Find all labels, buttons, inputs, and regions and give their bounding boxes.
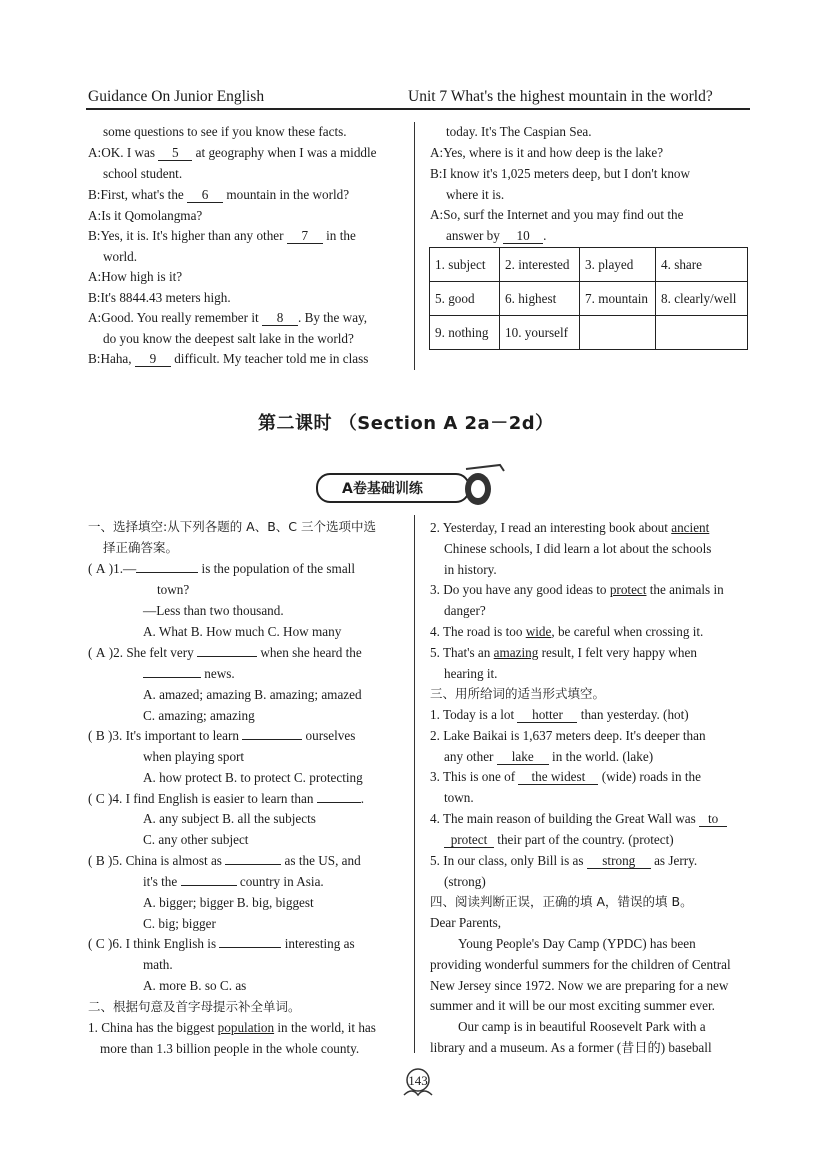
passage-line: Our camp is in beautiful Roosevelt Park with a <box>458 1019 706 1034</box>
page-number: 143 <box>408 1073 428 1088</box>
dialogue-line: where it is. <box>446 187 505 202</box>
blank-5: 5 <box>158 146 192 161</box>
dialogue-line: school student. <box>103 166 183 181</box>
section-heading: 四、阅读判断正误，正确的填 A，错误的填 B。 <box>430 894 693 909</box>
answer-word: protect <box>444 833 494 848</box>
dialogue-line: some questions to see if you know these facts. <box>103 124 347 139</box>
section-badge <box>316 473 470 503</box>
blank <box>219 947 281 948</box>
options-line: C. amazing; amazing <box>143 708 255 723</box>
passage-line: library and a museum. As a former (昔日的) baseball <box>430 1040 712 1055</box>
blank-9: 9 <box>135 352 171 367</box>
form-item-1: 1. Today is a lot hotter than yesterday. (hot) <box>430 707 689 722</box>
form-item-line: (strong) <box>444 874 486 889</box>
answer-word: to <box>699 812 727 827</box>
blank <box>136 572 198 573</box>
section-heading: 二、根据句意及首字母提示补全单词。 <box>88 999 301 1014</box>
header-rule <box>86 108 750 110</box>
table-cell: 2. interested <box>500 248 580 282</box>
header-right: Unit 7 What's the highest mountain in the world? <box>408 88 713 105</box>
dialogue-line: A:Yes, where is it and how deep is the lake? <box>430 145 664 160</box>
dialogue-line: B:Haha, 9 difficult. My teacher told me in class <box>88 351 369 366</box>
section-heading: 择正确答案。 <box>103 540 179 555</box>
options-line: A. how protect B. to protect C. protecting <box>143 770 363 785</box>
dialogue-line: A:Good. You really remember it 8 . By the way, <box>88 310 368 325</box>
options-line: A. any subject B. all the subjects <box>143 811 316 826</box>
form-item-2: 2. Lake Baikai is 1,637 meters deep. It's deeper than <box>430 728 706 743</box>
answer-word: lake <box>497 750 549 765</box>
dialogue-line: B:Yes, it is. It's higher than any other 7 in the <box>88 228 356 243</box>
table-cell: 3. played <box>580 248 656 282</box>
blank <box>143 677 201 678</box>
dialogue-line: A:OK. I was 5 at geography when I was a middle <box>88 145 377 160</box>
answer-word: population <box>217 1020 275 1035</box>
header-left: Guidance On Junior English <box>88 88 265 105</box>
answer-word: protect <box>609 582 647 597</box>
passage-line: New Jersey since 1972. Now we are preparing for a new <box>430 978 729 993</box>
dialogue-line: B:First, what's the 6 mountain in the world? <box>88 187 350 202</box>
passage-line: summer and it will be our most exciting summer ever. <box>430 998 715 1013</box>
section-heading: 一、选择填空:从下列各题的 A、B、C 三个选项中选 <box>88 519 377 534</box>
answer: A <box>95 645 106 660</box>
form-item-4: 4. The main reason of building the Great Wall was to <box>430 811 727 827</box>
answer: A <box>95 561 106 576</box>
answer-word: ancient <box>671 520 710 535</box>
dialogue-line: B:I know it's 1,025 meters deep, but I don't know <box>430 166 691 181</box>
blank-6: 6 <box>187 188 223 203</box>
fill-item-line: danger? <box>444 603 486 618</box>
question-line: it's the country in Asia. <box>143 874 324 889</box>
table-row <box>430 248 748 282</box>
options-line: A. What B. How much C. How many <box>143 624 342 639</box>
answer: B <box>95 853 105 868</box>
blank <box>197 656 257 657</box>
fill-item-line: hearing it. <box>444 666 498 681</box>
tire-icon <box>456 463 506 507</box>
question-line: —Less than two thousand. <box>143 603 284 618</box>
blank-10: 10 <box>503 229 543 244</box>
answer-word: wide <box>525 624 552 639</box>
fill-item-line: more than 1.3 billion people in the whole county. <box>100 1041 360 1056</box>
answer-word: amazing <box>493 645 539 660</box>
column-divider-top <box>414 122 415 370</box>
options-line: C. big; bigger <box>143 916 216 931</box>
table-cell: 6. highest <box>500 282 580 316</box>
table-cell <box>656 316 748 350</box>
question-line: news. <box>143 666 235 682</box>
word-bank-table <box>429 247 748 350</box>
options-line: A. amazed; amazing B. amazing; amazed <box>143 687 362 702</box>
section-heading: 三、用所给词的适当形式填空。 <box>430 686 606 701</box>
table-cell <box>580 316 656 350</box>
question-line: when playing sport <box>143 749 245 764</box>
form-item-line: any other lake in the world. (lake) <box>444 749 654 764</box>
badge-label: A卷基础训练 <box>342 481 423 497</box>
blank-7: 7 <box>287 229 323 244</box>
answer: B <box>95 728 105 743</box>
fill-item-2: 2. Yesterday, I read an interesting book about ancient <box>430 520 710 535</box>
table-cell: 10. yourself <box>500 316 580 350</box>
blank <box>181 885 237 886</box>
answer-word: the widest <box>518 770 598 785</box>
question-6: ( C )6. I think English is interesting as <box>88 936 355 951</box>
fill-item-line: in history. <box>444 562 497 577</box>
table-cell: 7. mountain <box>580 282 656 316</box>
passage-line: providing wonderful summers for the children of Central <box>430 957 731 972</box>
form-item-3: 3. This is one of the widest (wide) roads in the <box>430 769 701 784</box>
column-divider-bottom <box>414 515 415 1053</box>
page-number-badge <box>398 1067 438 1097</box>
dialogue-line: A:So, surf the Internet and you may find out the <box>430 207 684 222</box>
options-line: C. any other subject <box>143 832 249 847</box>
dialogue-line: world. <box>103 249 138 264</box>
fill-item-line: Chinese schools, I did learn a lot about the schools <box>444 541 712 556</box>
fill-item-3: 3. Do you have any good ideas to protect the animals in <box>430 582 724 597</box>
question-1: ( A )1.— is the population of the small <box>88 561 355 576</box>
form-item-5: 5. In our class, only Bill is as strong as Jerry. <box>430 853 698 868</box>
blank-8: 8 <box>262 311 298 326</box>
answer: C <box>95 791 105 806</box>
dialogue-line: today. It's The Caspian Sea. <box>446 124 592 139</box>
dialogue-line: A:Is it Qomolangma? <box>88 208 203 223</box>
table-cell: 8. clearly/well <box>656 282 748 316</box>
dialogue-line: do you know the deepest salt lake in the world? <box>103 331 354 346</box>
table-cell: 1. subject <box>430 248 500 282</box>
options-line: A. bigger; bigger B. big, biggest <box>143 895 314 910</box>
options-line: A. more B. so C. as <box>143 978 247 993</box>
table-cell: 4. share <box>656 248 748 282</box>
form-item-line: town. <box>444 790 474 805</box>
question-line: math. <box>143 957 173 972</box>
form-item-line: protect their part of the country. (protect) <box>444 832 674 848</box>
dialogue-line: B:It's 8844.43 meters high. <box>88 290 231 305</box>
fill-item-1: 1. China has the biggest population in the world, it has <box>88 1020 376 1035</box>
table-cell: 9. nothing <box>430 316 500 350</box>
question-line: town? <box>157 582 190 597</box>
question-5: ( B )5. China is almost as as the US, and <box>88 853 361 868</box>
passage-line: Young People's Day Camp (YPDC) has been <box>458 936 696 951</box>
blank <box>225 864 281 865</box>
passage-line: Dear Parents, <box>430 915 502 930</box>
answer-word: hotter <box>517 708 577 723</box>
fill-item-4: 4. The road is too wide, be careful when crossing it. <box>430 624 704 639</box>
question-3: ( B )3. It's important to learn ourselves <box>88 728 356 743</box>
question-4: ( C )4. I find English is easier to learn than . <box>88 791 365 806</box>
dialogue-line: A:How high is it? <box>88 269 183 284</box>
blank <box>242 739 302 740</box>
answer-word: strong <box>587 854 651 869</box>
blank <box>317 802 361 803</box>
fill-item-5: 5. That's an amazing result, I felt very happy when <box>430 645 697 660</box>
table-row <box>430 316 748 350</box>
question-2: ( A )2. She felt very when she heard the <box>88 645 362 660</box>
answer: C <box>95 936 105 951</box>
table-row <box>430 282 748 316</box>
dialogue-line: answer by 10 . <box>446 228 547 243</box>
table-cell: 5. good <box>430 282 500 316</box>
lesson-title: 第二课时 （Section A 2a－2d） <box>258 413 554 434</box>
